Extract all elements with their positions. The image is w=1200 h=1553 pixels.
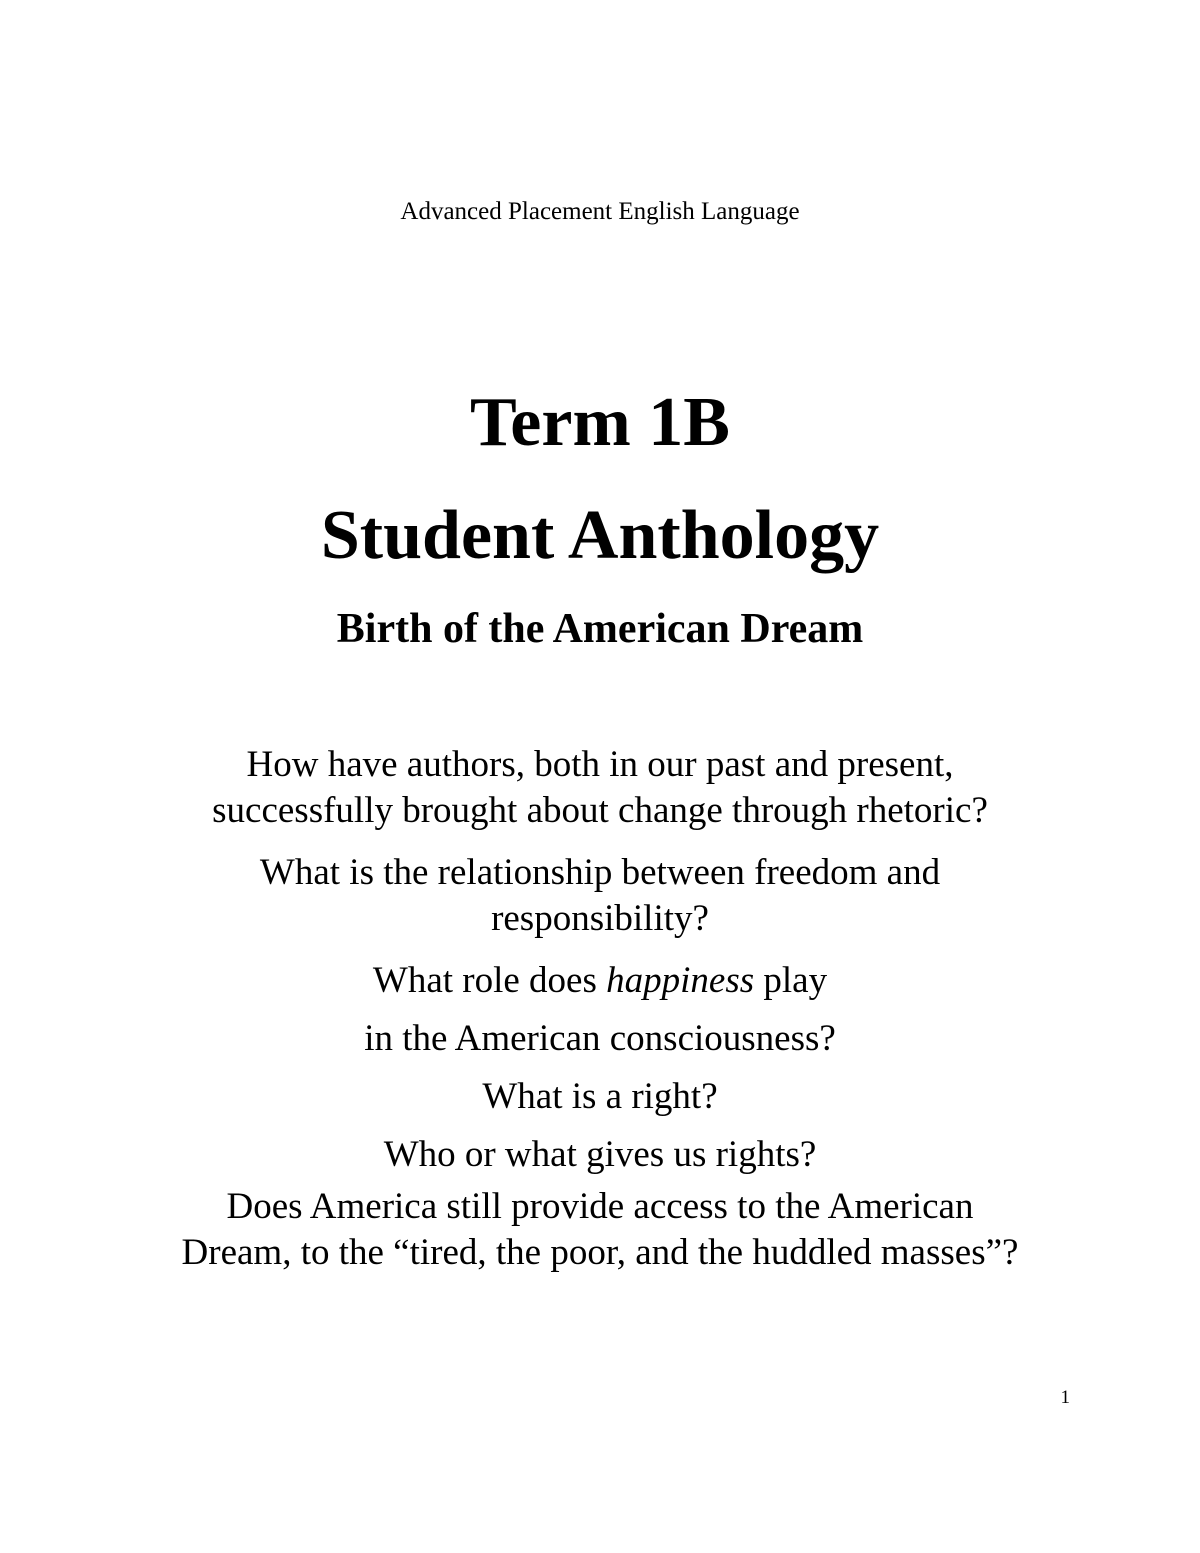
emphasized-word: happiness: [606, 960, 755, 1001]
question-line: How have authors, both in our past and present,: [246, 744, 954, 785]
question-line: [100, 952, 1100, 1010]
theme-subtitle: Birth of the American Dream: [336, 606, 864, 652]
question-right: [100, 1068, 1100, 1126]
question-rights-source: [100, 1126, 1100, 1184]
question-line: Does America still provide access to the American: [226, 1186, 974, 1227]
essential-questions: [100, 742, 1100, 1276]
term-title: Term 1B: [470, 384, 730, 461]
question-line: What is the relationship between freedom and: [259, 852, 941, 893]
question-text: What role does: [372, 960, 607, 1001]
question-rhetoric: [100, 742, 1100, 834]
question-text: play: [754, 960, 828, 1001]
question-line: successfully brought about change through rhetoric?: [212, 790, 988, 831]
question-line: What is a right?: [482, 1076, 718, 1117]
question-line: responsibility?: [491, 898, 709, 939]
anthology-title: Student Anthology: [320, 497, 880, 574]
question-access: [100, 1184, 1100, 1276]
question-line: Who or what gives us rights?: [383, 1134, 817, 1175]
question-line: in the American consciousness?: [364, 1018, 836, 1059]
question-line: Dream, to the “tired, the poor, and the huddled masses”?: [181, 1232, 1019, 1273]
page-number: 1: [1060, 1387, 1070, 1408]
question-freedom: [100, 850, 1100, 942]
course-name: Advanced Placement English Language: [400, 198, 800, 225]
question-happiness: [100, 952, 1100, 1068]
